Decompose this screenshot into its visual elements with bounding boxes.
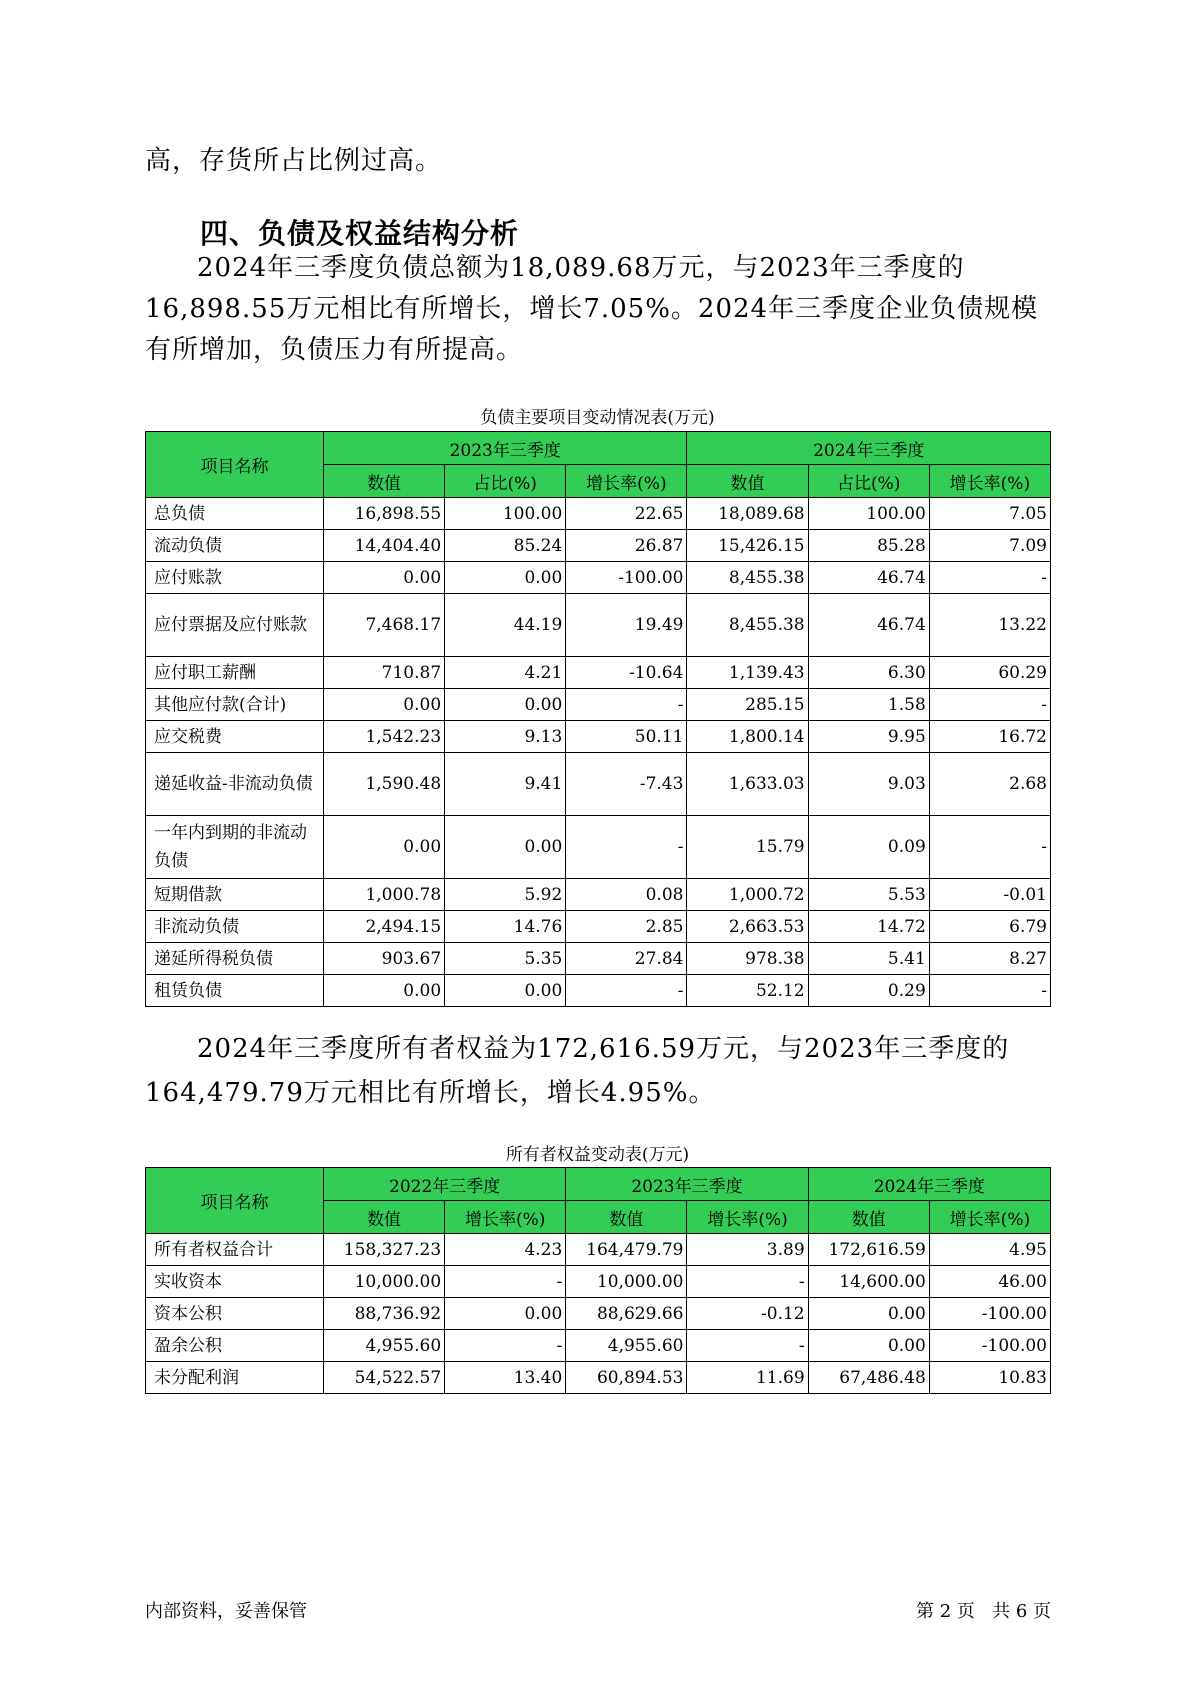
equity-paragraph: 2024年三季度所有者权益为172,616.59万元，与2023年三季度的164,479.79万元相比有所增长，增长4.95%。	[145, 1034, 1010, 1108]
cell-a-val: 2,494.15	[323, 911, 444, 943]
cell-b-val: 1,000.72	[687, 879, 808, 911]
row-label: 应付职工薪酬	[146, 657, 324, 689]
cell-a-val: 4,955.60	[323, 1330, 444, 1362]
cell-b-growth: 11.69	[687, 1362, 808, 1394]
row-label: 租赁负债	[146, 975, 324, 1007]
cell-a-val: 10,000.00	[323, 1266, 444, 1298]
cell-a-growth: -	[566, 816, 687, 879]
cell-b-val: 15.79	[687, 816, 808, 879]
cell-b-val: 88,629.66	[566, 1298, 687, 1330]
cell-a-share: 0.00	[445, 975, 566, 1007]
row-label: 应交税费	[146, 721, 324, 753]
cell-b-share: 9.95	[808, 721, 929, 753]
cell-b-val: 285.15	[687, 689, 808, 721]
period-header-2023: 2023年三季度	[323, 432, 686, 465]
row-label: 资本公积	[146, 1298, 324, 1330]
cell-a-growth: -	[566, 689, 687, 721]
cell-a-growth: -	[445, 1266, 566, 1298]
cell-c-growth: 46.00	[929, 1266, 1050, 1298]
cell-a-share: 100.00	[445, 498, 566, 530]
cell-b-val: 978.38	[687, 943, 808, 975]
cell-b-val: 15,426.15	[687, 530, 808, 562]
cell-b-growth: -	[687, 1330, 808, 1362]
cell-b-share: 85.28	[808, 530, 929, 562]
row-label: 一年内到期的非流动负债	[146, 816, 324, 879]
cell-b-growth: 2.68	[929, 753, 1050, 816]
table-row	[146, 657, 1051, 689]
subheader-share: 占比(%)	[808, 465, 929, 498]
subheader-value: 数值	[323, 1201, 444, 1234]
cell-a-val: 1,000.78	[323, 879, 444, 911]
cell-a-share: 0.00	[445, 816, 566, 879]
row-label: 流动负债	[146, 530, 324, 562]
cell-a-val: 16,898.55	[323, 498, 444, 530]
subheader-value: 数值	[808, 1201, 929, 1234]
row-label: 短期借款	[146, 879, 324, 911]
cell-c-growth: -100.00	[929, 1330, 1050, 1362]
cell-a-val: 0.00	[323, 689, 444, 721]
cell-a-val: 7,468.17	[323, 594, 444, 657]
cell-a-growth: -	[566, 975, 687, 1007]
cell-b-val: 8,455.38	[687, 594, 808, 657]
table-row	[146, 689, 1051, 721]
equity-table	[145, 1167, 1051, 1394]
cell-a-share: 9.13	[445, 721, 566, 753]
cell-b-share: 46.74	[808, 562, 929, 594]
cell-b-growth: -0.12	[687, 1298, 808, 1330]
cell-b-share: 0.09	[808, 816, 929, 879]
cell-a-growth: 2.85	[566, 911, 687, 943]
cell-b-val: 1,800.14	[687, 721, 808, 753]
period-header-2023: 2023年三季度	[566, 1168, 808, 1201]
cell-b-share: 5.41	[808, 943, 929, 975]
cell-b-val: 60,894.53	[566, 1362, 687, 1394]
cell-a-growth: -	[445, 1330, 566, 1362]
subheader-share: 占比(%)	[445, 465, 566, 498]
cell-a-share: 85.24	[445, 530, 566, 562]
footer-confidential-note: 内部资料，妥善保管	[145, 1601, 307, 1622]
period-header-2022: 2022年三季度	[323, 1168, 565, 1201]
cell-b-val: 18,089.68	[687, 498, 808, 530]
period-header-2024: 2024年三季度	[808, 1168, 1050, 1201]
table-row	[146, 753, 1051, 816]
cell-a-val: 158,327.23	[323, 1234, 444, 1266]
table-row	[146, 1298, 1051, 1330]
table-row	[146, 1234, 1051, 1266]
cell-b-share: 6.30	[808, 657, 929, 689]
cell-a-growth: 13.40	[445, 1362, 566, 1394]
table-row	[146, 721, 1051, 753]
cell-a-val: 14,404.40	[323, 530, 444, 562]
cell-a-val: 903.67	[323, 943, 444, 975]
cell-b-growth: -	[929, 689, 1050, 721]
row-label: 所有者权益合计	[146, 1234, 324, 1266]
row-label: 非流动负债	[146, 911, 324, 943]
cell-b-share: 9.03	[808, 753, 929, 816]
cell-a-growth: 4.23	[445, 1234, 566, 1266]
row-label: 递延所得税负债	[146, 943, 324, 975]
cell-a-growth: -10.64	[566, 657, 687, 689]
table-row	[146, 1362, 1051, 1394]
cell-a-share: 0.00	[445, 562, 566, 594]
cell-a-growth: 19.49	[566, 594, 687, 657]
table-row	[146, 594, 1051, 657]
table-row	[146, 943, 1051, 975]
liability-table	[145, 431, 1051, 1007]
cell-b-growth: -	[929, 975, 1050, 1007]
section-heading: 四、负债及权益结构分析	[200, 217, 520, 250]
table-row	[146, 1266, 1051, 1298]
equity-table-caption: 所有者权益变动表(万元)	[505, 1145, 690, 1165]
cell-b-growth: 3.89	[687, 1234, 808, 1266]
cell-b-growth: -	[929, 816, 1050, 879]
cell-b-val: 1,633.03	[687, 753, 808, 816]
cell-a-val: 88,736.92	[323, 1298, 444, 1330]
cell-c-val: 0.00	[808, 1298, 929, 1330]
subheader-value: 数值	[566, 1201, 687, 1234]
row-label: 未分配利润	[146, 1362, 324, 1394]
footer-page-number: 第 2 页 共 6 页	[916, 1601, 1051, 1622]
cell-a-share: 0.00	[445, 689, 566, 721]
cell-b-growth: 60.29	[929, 657, 1050, 689]
cell-a-growth: 22.65	[566, 498, 687, 530]
intro-tail-paragraph: 高，存货所占比例过高。	[145, 146, 443, 176]
period-header-2024: 2024年三季度	[687, 432, 1051, 465]
cell-b-growth: -	[687, 1266, 808, 1298]
cell-b-val: 10,000.00	[566, 1266, 687, 1298]
cell-b-val: 1,139.43	[687, 657, 808, 689]
subheader-growth: 增长率(%)	[929, 1201, 1050, 1234]
cell-a-share: 9.41	[445, 753, 566, 816]
cell-b-val: 4,955.60	[566, 1330, 687, 1362]
cell-b-growth: 16.72	[929, 721, 1050, 753]
cell-b-val: 2,663.53	[687, 911, 808, 943]
cell-b-growth: 8.27	[929, 943, 1050, 975]
cell-a-growth: -100.00	[566, 562, 687, 594]
cell-b-val: 164,479.79	[566, 1234, 687, 1266]
cell-a-growth: 26.87	[566, 530, 687, 562]
cell-c-growth: 10.83	[929, 1362, 1050, 1394]
cell-a-share: 5.92	[445, 879, 566, 911]
subheader-growth: 增长率(%)	[445, 1201, 566, 1234]
subheader-value: 数值	[323, 465, 444, 498]
cell-b-growth: 7.05	[929, 498, 1050, 530]
cell-a-growth: 27.84	[566, 943, 687, 975]
cell-a-share: 44.19	[445, 594, 566, 657]
subheader-growth: 增长率(%)	[566, 465, 687, 498]
cell-b-growth: 6.79	[929, 911, 1050, 943]
liability-table-caption: 负债主要项目变动情况表(万元)	[480, 408, 715, 428]
col-header-item: 项目名称	[146, 432, 324, 498]
cell-a-val: 0.00	[323, 562, 444, 594]
table-row	[146, 498, 1051, 530]
col-header-item: 项目名称	[146, 1168, 324, 1234]
row-label: 应付账款	[146, 562, 324, 594]
liability-paragraph: 2024年三季度负债总额为18,089.68万元，与2023年三季度的16,898.55万元相比有所增长，增长7.05%。2024年三季度企业负债规模有所增加，负债压力有所提高。	[145, 253, 1039, 365]
cell-c-val: 67,486.48	[808, 1362, 929, 1394]
cell-a-val: 1,590.48	[323, 753, 444, 816]
row-label: 应付票据及应付账款	[146, 594, 324, 657]
cell-a-share: 4.21	[445, 657, 566, 689]
cell-a-growth: -7.43	[566, 753, 687, 816]
subheader-growth: 增长率(%)	[687, 1201, 808, 1234]
table-row	[146, 530, 1051, 562]
row-label: 递延收益-非流动负债	[146, 753, 324, 816]
cell-b-share: 14.72	[808, 911, 929, 943]
cell-a-val: 1,542.23	[323, 721, 444, 753]
subheader-value: 数值	[687, 465, 808, 498]
cell-a-val: 710.87	[323, 657, 444, 689]
cell-a-val: 0.00	[323, 816, 444, 879]
table-row	[146, 975, 1051, 1007]
cell-a-growth: 0.08	[566, 879, 687, 911]
cell-a-growth: 50.11	[566, 721, 687, 753]
cell-a-val: 0.00	[323, 975, 444, 1007]
cell-b-val: 52.12	[687, 975, 808, 1007]
row-label: 实收资本	[146, 1266, 324, 1298]
cell-b-growth: 7.09	[929, 530, 1050, 562]
table-row	[146, 816, 1051, 879]
cell-a-share: 14.76	[445, 911, 566, 943]
subheader-growth: 增长率(%)	[929, 465, 1050, 498]
cell-a-share: 5.35	[445, 943, 566, 975]
row-label: 盈余公积	[146, 1330, 324, 1362]
cell-b-growth: 13.22	[929, 594, 1050, 657]
cell-a-growth: 0.00	[445, 1298, 566, 1330]
row-label: 其他应付款(合计)	[146, 689, 324, 721]
cell-b-share: 5.53	[808, 879, 929, 911]
cell-b-val: 8,455.38	[687, 562, 808, 594]
table-row	[146, 1330, 1051, 1362]
table-row	[146, 911, 1051, 943]
cell-c-val: 0.00	[808, 1330, 929, 1362]
cell-c-val: 14,600.00	[808, 1266, 929, 1298]
cell-b-share: 0.29	[808, 975, 929, 1007]
cell-b-growth: -0.01	[929, 879, 1050, 911]
cell-b-share: 1.58	[808, 689, 929, 721]
cell-b-share: 46.74	[808, 594, 929, 657]
cell-c-growth: -100.00	[929, 1298, 1050, 1330]
cell-b-share: 100.00	[808, 498, 929, 530]
cell-c-growth: 4.95	[929, 1234, 1050, 1266]
cell-c-val: 172,616.59	[808, 1234, 929, 1266]
row-label: 总负债	[146, 498, 324, 530]
table-row	[146, 562, 1051, 594]
cell-b-growth: -	[929, 562, 1050, 594]
cell-a-val: 54,522.57	[323, 1362, 444, 1394]
table-row	[146, 879, 1051, 911]
